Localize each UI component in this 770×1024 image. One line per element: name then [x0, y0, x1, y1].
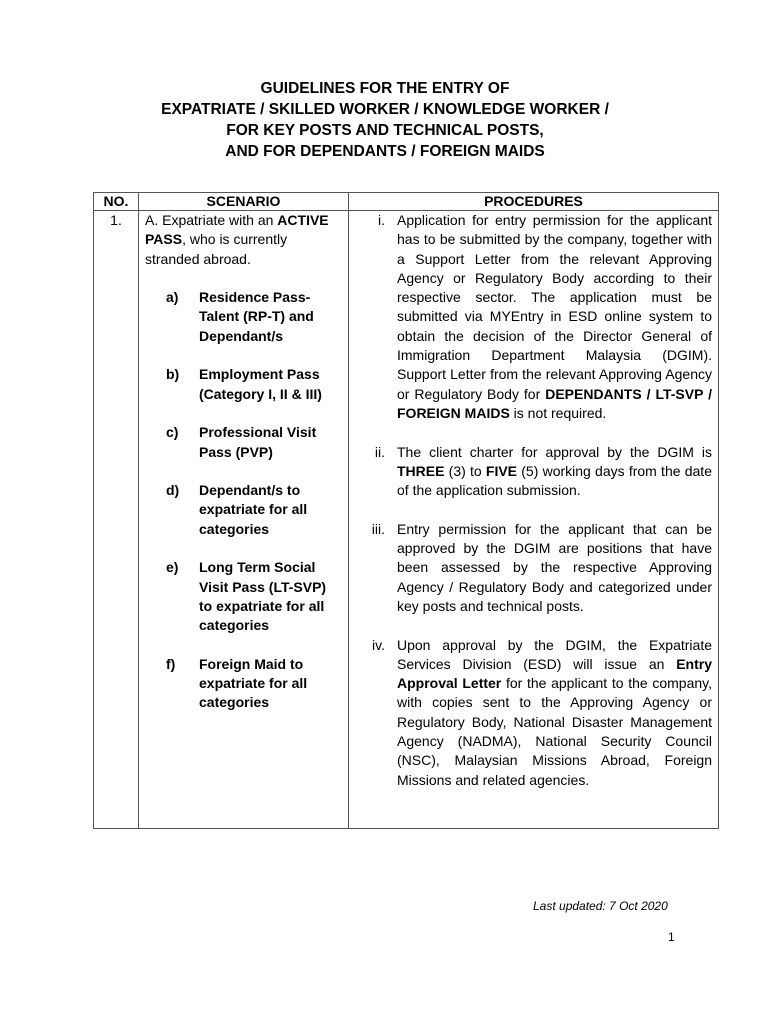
procedure-text-part: Upon approval by the DGIM, the Expatriate Services Division (ESD) will issue an: [397, 636, 712, 672]
title-line-1: GUIDELINES FOR THE ENTRY OF: [260, 80, 510, 97]
procedure-item-iii: [349, 520, 718, 616]
procedure-text-bold: FIVE: [485, 462, 518, 479]
procedure-text-part: Application for entry permission for the applicant has to be submitted by the company, together with a Support Letter from the relevant Approving Agency or Regulatory Body according to their respective sector. The application must be submitted via MYEntry in ESD online system to obtain the decision of the Director General of Immigration Department Malaysia (DGIM). Support Letter from the relevant Approving Agency or Regulatory Body for: [397, 212, 712, 402]
title-line-3: FOR KEY POSTS AND TECHNICAL POSTS,: [226, 122, 544, 139]
procedure-number: iv.: [372, 636, 385, 653]
procedure-number: iii.: [371, 520, 385, 537]
scenario-cell: [139, 211, 349, 829]
title-line-4: AND FOR DEPENDANTS / FOREIGN MAIDS: [225, 143, 545, 160]
header-no: NO.: [94, 193, 139, 211]
procedure-text: [393, 636, 718, 790]
list-item-text: Professional Visit Pass (PVP): [199, 424, 317, 460]
table-row: [94, 211, 719, 829]
list-item: [145, 423, 344, 462]
procedure-number: i.: [378, 212, 385, 228]
row-number: 1.: [110, 212, 122, 228]
list-item: [145, 365, 344, 404]
header-procedures: PROCEDURES: [349, 193, 719, 211]
procedure-text-part: is not required.: [509, 404, 607, 421]
row-number-cell: [94, 211, 139, 829]
procedure-item-iv: [349, 636, 718, 790]
scenario-intro-text-end: , who is currently stranded abroad.: [145, 231, 288, 267]
scenario-intro-text: A. Expatriate with an: [145, 212, 278, 228]
list-item-letter: c): [166, 424, 179, 441]
scenario-intro: [145, 211, 344, 269]
procedure-text-bold: DEPENDANTS / LT-SVP / FOREIGN MAIDS: [397, 385, 712, 421]
title-line-2: EXPATRIATE / SKILLED WORKER / KNOWLEDGE WORKER /: [161, 101, 609, 118]
list-item: [145, 288, 344, 346]
last-updated-note: Last updated: 7 Oct 2020: [533, 899, 668, 913]
list-item-text: Long Term Social Visit Pass (LT-SVP) to expatriate for all categories: [199, 559, 327, 634]
procedure-text: Entry permission for the applicant that can be approved by the DGIM are positions that have been assessed by the respective Approving Agency / Regulatory Body and categorized under key posts and technical posts.: [397, 520, 712, 614]
list-item-letter: a): [166, 289, 179, 306]
procedure-text-bold: Entry Approval Letter: [397, 655, 712, 692]
procedure-item-ii: [349, 443, 718, 501]
list-item-text: Foreign Maid to expatriate for all categories: [199, 655, 308, 711]
procedure-text-part: (5) working days from the date of the application submission.: [397, 462, 712, 499]
list-item-letter: f): [166, 655, 176, 672]
list-item: [145, 481, 344, 539]
guidelines-table: [93, 192, 719, 829]
scenario-list: [145, 288, 344, 713]
list-item-text: Dependant/s to expatriate for all categories: [199, 482, 308, 537]
list-item: [145, 558, 344, 635]
procedure-text-part: for the applicant to the company, with copies sent to the Approving Agency or Regulatory Body, National Disaster Management Agency (NADMA), National Security Council (NSC), Malaysian Missions Abroad, Foreign Missions and related agencies.: [397, 675, 712, 788]
list-item-letter: d): [166, 482, 180, 499]
list-item-text: Residence Pass-Talent (RP-T) and Dependant/s: [199, 289, 314, 344]
procedure-text: [393, 211, 718, 423]
procedure-text-part: The client charter for approval by the DGIM is: [397, 443, 712, 460]
header-scenario: SCENARIO: [139, 193, 349, 211]
list-item-letter: e): [166, 559, 179, 576]
list-item-text: Employment Pass (Category I, II & III): [199, 366, 322, 402]
procedure-number: ii.: [374, 443, 385, 460]
document-title: [0, 78, 770, 162]
table-header-row: [94, 193, 719, 211]
procedure-text: [393, 443, 718, 501]
page-number: 1: [668, 930, 675, 944]
procedure-item-i: [349, 211, 718, 423]
scenario-intro-bold: ACTIVE PASS: [145, 212, 329, 248]
procedure-text-bold: THREE: [397, 462, 445, 479]
list-item-letter: b): [166, 366, 180, 383]
procedure-text-part: (3) to: [444, 462, 486, 479]
procedures-cell: [349, 211, 719, 829]
list-item: [145, 655, 344, 713]
